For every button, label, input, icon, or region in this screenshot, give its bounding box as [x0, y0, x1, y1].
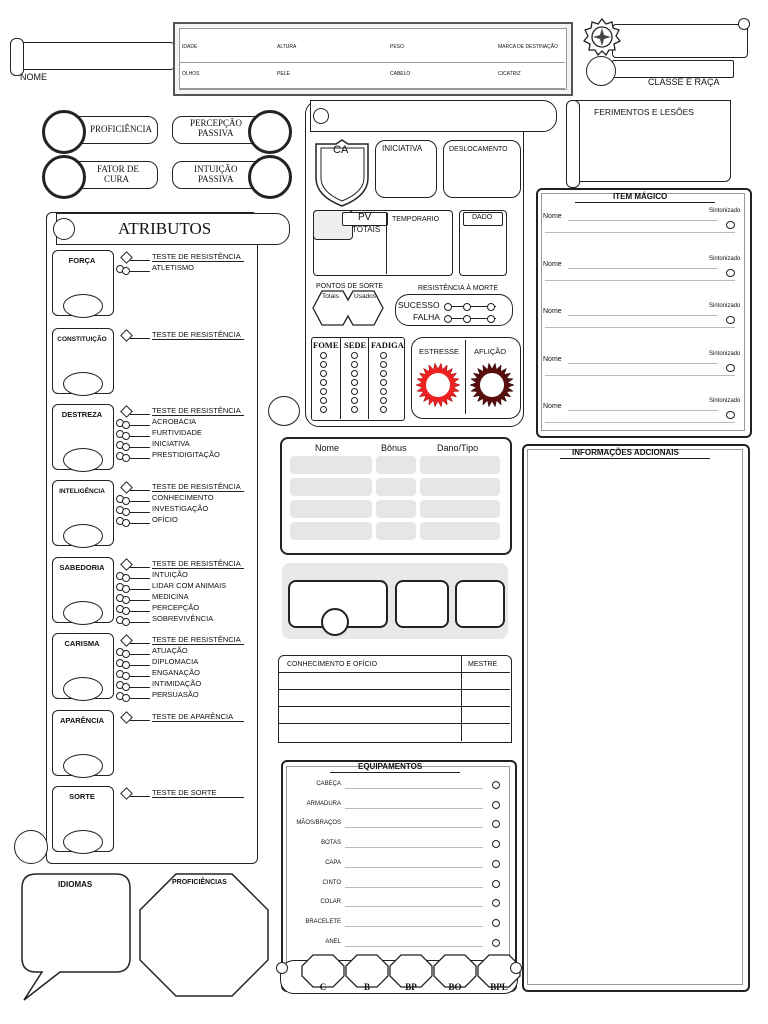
speed-label: DESLOCAMENTO [449, 146, 508, 153]
hp-total-label: TOTAIS [352, 225, 381, 234]
thirst-level-circle[interactable] [351, 370, 358, 377]
equipment-slot-label: ANEL [325, 938, 341, 945]
equipment-slot-line[interactable] [345, 926, 483, 927]
equipment-slot-label: CABEÇA [316, 781, 341, 787]
equipment-attuned-circle[interactable] [492, 860, 500, 868]
fatigue-label: FADIGA [371, 340, 404, 350]
death-success-circle[interactable] [444, 303, 452, 311]
attribute-group [52, 786, 252, 858]
hunger-label: FOME [313, 340, 339, 350]
failure-label: FALHA [413, 312, 440, 322]
additional-info-title: INFORMAÇÕES ADCIONAIS [572, 448, 679, 457]
attribute-group [52, 480, 252, 552]
hunger-level-circle[interactable] [320, 379, 327, 386]
skill-expertise-circle[interactable] [122, 454, 130, 462]
skill-label: TESTE DE RESISTÊNCIA [152, 559, 241, 568]
hunger-level-circle[interactable] [320, 406, 327, 413]
save-proficiency-diamond[interactable] [120, 329, 133, 342]
proficiency-label: PROFICIÊNCIA [90, 124, 153, 134]
skill-expertise-circle[interactable] [122, 421, 130, 429]
equipment-slot-label: COLAR [320, 899, 341, 906]
death-saves-label: RESISTÊNCIA À MORTE [418, 285, 498, 292]
insight-label-1: INTUIÇÃO [194, 164, 238, 174]
affliction-label: AFLIÇÃO [474, 347, 507, 356]
coin-label: B [363, 982, 370, 992]
equipment-slot-line[interactable] [345, 906, 483, 907]
skill-label: PERCEPÇÃO [152, 603, 200, 612]
cabelo-label: CABELO [390, 71, 411, 77]
speed-box[interactable] [443, 140, 521, 198]
armor-class-shield[interactable] [312, 138, 372, 208]
attribute-group [52, 633, 252, 705]
weapon-slot-3[interactable] [455, 580, 505, 628]
attribute-name: SABEDORIA [59, 563, 105, 572]
equipment-slot-line[interactable] [345, 887, 483, 888]
fatigue-level-circle[interactable] [380, 388, 387, 395]
equipment-slot-label: BRACELETE [305, 918, 341, 925]
skill-label: ENGANAÇÃO [152, 668, 200, 677]
save-proficiency-diamond[interactable] [120, 711, 133, 724]
healing-factor-box[interactable] [42, 155, 160, 195]
luck-points-label: PONTOS DE SORTE [316, 283, 384, 290]
healing-label-1: FATOR DE [97, 164, 139, 174]
magic-item-name-line[interactable] [568, 268, 718, 269]
save-proficiency-diamond[interactable] [120, 558, 133, 571]
attack-cell[interactable] [420, 478, 500, 496]
save-proficiency-diamond[interactable] [120, 634, 133, 647]
attribute-modifier-oval[interactable] [63, 830, 103, 854]
hunger-level-circle[interactable] [320, 397, 327, 404]
skill-label: OFÍCIO [152, 515, 178, 524]
thirst-level-circle[interactable] [351, 388, 358, 395]
magic-item-name-label: Nome [543, 260, 562, 268]
passive-perception-box[interactable] [170, 110, 292, 150]
attack-cell[interactable] [420, 456, 500, 474]
equipment-slot-label: BOTAS [321, 840, 341, 847]
death-success-circle[interactable] [487, 303, 495, 311]
skill-expertise-circle[interactable] [122, 596, 130, 604]
skill-label: ACROBACIA [152, 417, 197, 426]
fatigue-level-circle[interactable] [380, 361, 387, 368]
attribute-name: APARÊNCIA [59, 716, 105, 725]
magic-item-name-label: Nome [543, 355, 562, 363]
character-details-box [173, 22, 573, 96]
coin-label: BO [448, 982, 462, 992]
magic-item-name-label: Nome [543, 308, 562, 315]
equipment-slot-line[interactable] [345, 827, 483, 828]
passive-insight-box[interactable] [170, 155, 292, 195]
coin-label: C [319, 982, 327, 992]
attack-damage-header: Dano/Tipo [437, 443, 479, 453]
magic-item-name-line[interactable] [568, 363, 718, 364]
skill-label: TESTE DE APARÊNCIA [152, 712, 234, 721]
attack-cell[interactable] [290, 456, 372, 474]
skill-expertise-circle[interactable] [122, 650, 130, 658]
stress-burst-icon[interactable] [415, 362, 461, 408]
attack-cell[interactable] [420, 522, 500, 540]
attribute-modifier-oval[interactable] [63, 601, 103, 625]
attribute-modifier-oval[interactable] [63, 448, 103, 472]
proficiency-box[interactable] [42, 110, 160, 150]
attribute-name: DESTREZA [61, 410, 103, 419]
skill-label: TESTE DE RESISTÊNCIA [152, 252, 241, 261]
attribute-group [52, 710, 252, 782]
skill-label: SOBREVIVÊNCIA [152, 614, 214, 623]
languages-label: IDIOMAS [58, 880, 93, 889]
peso-label: PESO [390, 44, 404, 50]
skill-label: INTUIÇÃO [152, 570, 188, 579]
hunger-level-circle[interactable] [320, 370, 327, 377]
magic-item-name-label: Nome [543, 403, 562, 410]
attack-cell[interactable] [376, 478, 416, 496]
attribute-group [52, 328, 252, 400]
thirst-label: SEDE [344, 340, 367, 350]
skill-label: INTIMIDAÇÃO [152, 679, 202, 688]
attack-cell[interactable] [290, 478, 372, 496]
skill-expertise-circle[interactable] [122, 661, 130, 669]
coin-label: BP [405, 982, 417, 992]
knowledge-header: CONHECIMENTO E OFÍCIO [287, 661, 378, 668]
save-proficiency-diamond[interactable] [120, 251, 133, 264]
knowledge-table [278, 655, 512, 743]
skill-label: DIPLOMACIA [152, 657, 199, 666]
attack-cell[interactable] [290, 522, 372, 540]
equipment-slot-line[interactable] [345, 808, 483, 809]
skill-label: CONHECIMENTO [152, 493, 214, 502]
attribute-modifier-oval[interactable] [63, 754, 103, 778]
hit-dice-label: DADO [472, 214, 493, 221]
attack-cell[interactable] [290, 500, 372, 518]
magic-item-attuned-oval[interactable] [726, 411, 735, 419]
skill-label: INICIATIVA [152, 439, 190, 448]
stress-label: ESTRESSE [419, 347, 460, 356]
hp-label: PV [358, 212, 372, 223]
equipment-slot-label: ARMADURA [306, 800, 341, 807]
attack-name-header: Nome [315, 443, 340, 453]
affliction-burst-icon[interactable] [469, 362, 515, 408]
equipment-attuned-circle[interactable] [492, 919, 500, 927]
skill-label: ATLETISMO [152, 263, 194, 272]
name-label: NOME [20, 72, 47, 82]
attribute-name: FORÇA [68, 256, 96, 265]
equipment-attuned-circle[interactable] [492, 939, 500, 947]
magic-item-attuned-oval[interactable] [726, 221, 735, 229]
perception-label-1: PERCEPÇÃO [190, 118, 243, 128]
death-failure-circle[interactable] [487, 315, 495, 323]
magic-item-sintonizado-label: Sintonizado [709, 208, 741, 214]
skill-label: FURTIVIDADE [152, 428, 202, 437]
skill-expertise-circle[interactable] [122, 672, 130, 680]
attack-bonus-header: Bônus [381, 443, 407, 453]
skill-expertise-circle[interactable] [122, 508, 130, 516]
equipment-attuned-circle[interactable] [492, 801, 500, 809]
attack-cell[interactable] [420, 500, 500, 518]
magic-item-sintonizado-label: Sintonizado [709, 303, 741, 309]
name-scroll[interactable] [10, 38, 175, 74]
languages-box[interactable] [20, 872, 132, 1002]
pele-label: PELE [277, 71, 290, 77]
attribute-modifier-oval[interactable] [63, 372, 103, 396]
magic-item-attuned-oval[interactable] [726, 269, 735, 277]
proficiencies-box[interactable] [138, 872, 270, 998]
thirst-level-circle[interactable] [351, 379, 358, 386]
fatigue-level-circle[interactable] [380, 406, 387, 413]
equipment-slot-line[interactable] [345, 847, 483, 848]
hunger-level-circle[interactable] [320, 361, 327, 368]
skill-label: TESTE DE RESISTÊNCIA [152, 635, 241, 644]
skill-label: PRESTIDIGITAÇÃO [152, 450, 220, 459]
skill-label: ATUAÇÃO [152, 646, 188, 655]
equipment-slot-line[interactable] [345, 788, 483, 789]
initiative-box[interactable] [375, 140, 437, 198]
skill-expertise-circle[interactable] [122, 519, 130, 527]
attribute-group [52, 557, 252, 629]
skill-expertise-circle[interactable] [122, 683, 130, 691]
skill-expertise-circle[interactable] [122, 432, 130, 440]
magic-item-name-label: Nome [543, 213, 562, 220]
equipment-title: EQUIPAMENTOS [358, 762, 423, 771]
luck-total-label: Totais [322, 293, 339, 300]
magic-items-title: ITEM MÁGICO [613, 192, 668, 201]
skill-label: TESTE DE RESISTÊNCIA [152, 482, 241, 491]
magic-item-sintonizado-label: Sintonizado [709, 255, 741, 262]
magic-item-name-line[interactable] [568, 410, 718, 411]
hunger-level-circle[interactable] [320, 352, 327, 359]
skill-expertise-circle[interactable] [122, 267, 130, 275]
hunger-level-circle[interactable] [320, 388, 327, 395]
skill-label: LIDAR COM ANIMAIS [152, 581, 227, 590]
magic-item-name-line[interactable] [568, 220, 718, 221]
temp-hp-label: TEMPORARIO [392, 216, 440, 223]
skill-expertise-circle[interactable] [122, 618, 130, 626]
magic-item-sintonizado-label: Sintonizado [709, 398, 741, 404]
compass-emblem-icon [583, 18, 621, 56]
perception-label-2: PASSIVA [198, 128, 234, 138]
skill-expertise-circle[interactable] [122, 443, 130, 451]
proficiencies-label: PROFICIÊNCIAS [172, 879, 227, 886]
fatigue-level-circle[interactable] [380, 397, 387, 404]
thirst-level-circle[interactable] [351, 361, 358, 368]
skill-expertise-circle[interactable] [122, 497, 130, 505]
olhos-label: OLHOS [182, 71, 200, 77]
skill-label: INVESTIGAÇÃO [152, 504, 209, 513]
equipment-slot-label: CAPA [325, 859, 341, 866]
skill-label: MEDICINA [152, 592, 189, 601]
skill-label: PERSUASÃO [152, 690, 199, 699]
skill-expertise-circle[interactable] [122, 607, 130, 615]
attribute-modifier-oval[interactable] [63, 294, 103, 318]
initiative-label: INICIATIVA [382, 144, 423, 153]
coin-label: BPL [490, 982, 508, 992]
idade-label: IDADE [182, 44, 198, 50]
save-proficiency-diamond[interactable] [120, 787, 133, 800]
equipment-slot-label: MÃOS/BRAÇOS [296, 820, 341, 827]
magic-item-attuned-oval[interactable] [726, 316, 735, 324]
cicatriz-label: CICATRIZ [498, 71, 521, 77]
attribute-name: INTELIGÊNCIA [59, 488, 105, 495]
marca-label: MARCA DE DESTINAÇÃO [498, 44, 559, 50]
equipment-attuned-circle[interactable] [492, 781, 500, 789]
healing-label-2: CURA [104, 174, 130, 184]
death-success-circle[interactable] [463, 303, 471, 311]
magic-item-attuned-oval[interactable] [726, 364, 735, 372]
attack-cell[interactable] [376, 500, 416, 518]
attribute-modifier-oval[interactable] [63, 677, 103, 701]
attribute-name: SORTE [69, 792, 95, 801]
luck-used-label: Usados [354, 293, 377, 300]
attribute-group [52, 404, 252, 476]
success-label: SUCESSO [398, 300, 440, 310]
save-proficiency-diamond[interactable] [120, 405, 133, 418]
attack-cell[interactable] [376, 456, 416, 474]
altura-label: ALTURA [277, 44, 297, 50]
attack-cell[interactable] [376, 522, 416, 540]
thirst-level-circle[interactable] [351, 352, 358, 359]
luck-points-box[interactable] [312, 290, 384, 326]
equipment-slot-label: CINTO [322, 879, 341, 886]
class-race-label: CLASSE E RAÇA [648, 77, 720, 87]
skill-label: TESTE DE RESISTÊNCIA [152, 330, 241, 339]
attribute-modifier-oval[interactable] [63, 524, 103, 548]
skill-label: TESTE DE SORTE [152, 788, 217, 797]
skill-expertise-circle[interactable] [122, 585, 130, 593]
death-failure-circle[interactable] [444, 315, 452, 323]
equipment-slot-line[interactable] [345, 946, 483, 947]
master-header: MESTRE [468, 661, 498, 668]
class-race-scroll[interactable] [612, 24, 748, 58]
insight-label-2: PASSIVA [198, 174, 234, 184]
armor-class-label: CA [333, 144, 349, 156]
fatigue-level-circle[interactable] [380, 352, 387, 359]
equipment-attuned-circle[interactable] [492, 880, 500, 888]
magic-item-sintonizado-label: Sintonizado [709, 350, 741, 357]
fatigue-level-circle[interactable] [380, 370, 387, 377]
injuries-label: FERIMENTOS E LESÕES [594, 107, 694, 117]
weapon-slot-2[interactable] [395, 580, 449, 628]
fatigue-level-circle[interactable] [380, 379, 387, 386]
death-failure-circle[interactable] [463, 315, 471, 323]
skill-expertise-circle[interactable] [122, 694, 130, 702]
skill-label: TESTE DE RESISTÊNCIA [152, 406, 241, 415]
attribute-name: CARISMA [64, 639, 100, 648]
magic-item-name-line[interactable] [568, 315, 718, 316]
attribute-group [52, 250, 252, 322]
attribute-name: CONSTITUIÇÃO [57, 336, 107, 343]
thirst-level-circle[interactable] [351, 406, 358, 413]
attributes-title: ATRIBUTOS [118, 219, 212, 238]
equipment-slot-line[interactable] [345, 867, 483, 868]
skill-expertise-circle[interactable] [122, 574, 130, 582]
save-proficiency-diamond[interactable] [120, 481, 133, 494]
thirst-level-circle[interactable] [351, 397, 358, 404]
